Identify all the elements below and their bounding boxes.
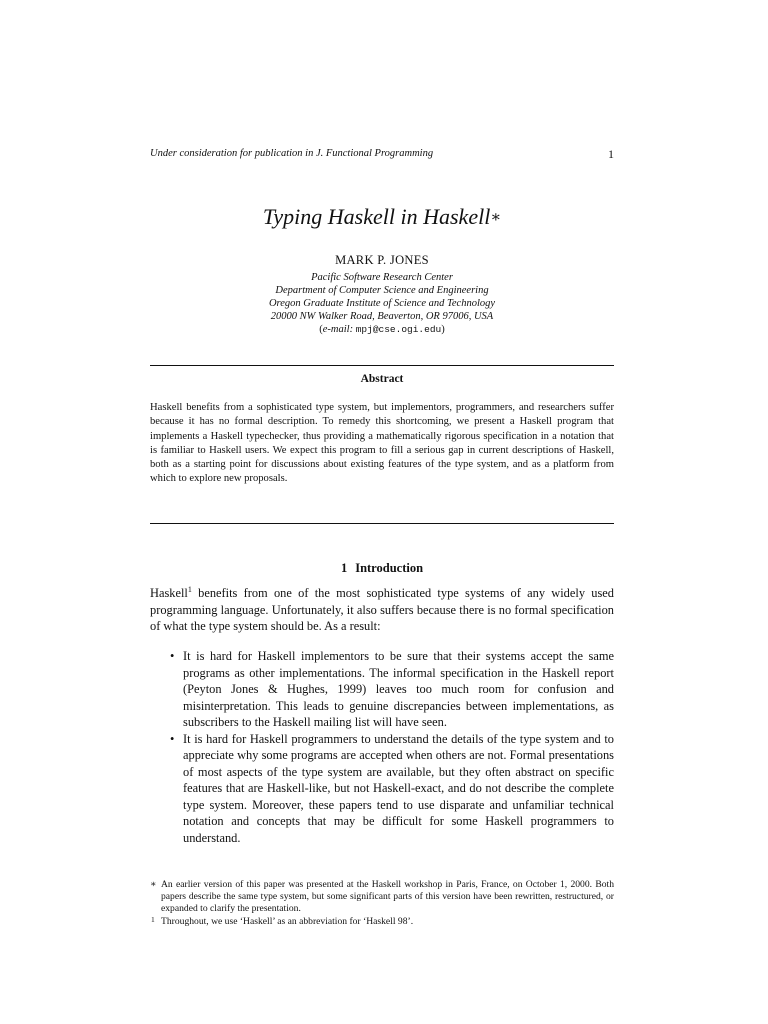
footnote-mark: ∗ [150, 879, 157, 890]
abstract-bottom-rule [150, 523, 614, 524]
affiliation-line: Pacific Software Research Center [311, 272, 453, 283]
paper-title [150, 204, 614, 230]
author-name: MARK P. JONES [335, 253, 429, 267]
footnote [150, 916, 614, 928]
bullet-icon: • [170, 731, 175, 746]
author-affiliation [150, 271, 614, 336]
section-title: Introduction [355, 561, 424, 575]
page-number: 1 [608, 147, 614, 161]
footnotes [150, 879, 614, 928]
list-item [150, 731, 614, 847]
running-head: Under consideration for publication in J. Functional Programming [150, 148, 434, 159]
abstract-top-rule [150, 365, 614, 366]
affiliation-line: Department of Computer Science and Engineering [275, 285, 489, 296]
section-number: 1 [340, 561, 348, 575]
footnote-text: An earlier version of this paper was presented at the Haskell workshop in Paris, France, on October 1, 2000. Both papers describe the same type system, but some significant parts of this version have been rewritten, restructured, or expanded to clarify the presentation. [161, 879, 614, 915]
affiliation-line: Oregon Graduate Institute of Science and Technology [268, 298, 496, 309]
email-address: mpj@cse.ogi.edu [355, 324, 442, 335]
intro-para-rest: benefits from one of the most sophisticated type systems of any widely used programming language. Unfortunately, it also suffers because there is no formal specification of what the type system should be. As a result: [150, 586, 614, 633]
footnote-mark: 1 [151, 914, 155, 924]
list-item-text: It is hard for Haskell implementors to be sure that their systems accept the same programs as other implementations. The informal specification in the Haskell report (Peyton Jones & Hughes, 1999) leaves too much room for confusion and misinterpretation. This leads to genuine discrepancies between implementations, as subscribers to the Haskell mailing list will have seen. [183, 649, 614, 729]
email-label: e-mail: [322, 324, 354, 335]
intro-paragraph [150, 585, 614, 635]
list-item [150, 648, 614, 731]
bullet-icon: • [170, 649, 175, 663]
abstract-text: Haskell benefits from a sophisticated type system, but implementors, programmers, and researchers suffer because it has no formal description. To remedy this shortcoming, we present a Haskell program that implements a Haskell typechecker, thus providing a mathematically rigorous specification in a notation that is familiar to Haskell users. We expect this program to fill a serious gap in current descriptions of Haskell, both as a starting point for discussions about existing features of the type system, and as a platform from which to explore new proposals. [150, 402, 614, 485]
footnote-ref: 1 [187, 584, 192, 594]
affiliation-line: 20000 NW Walker Road, Beaverton, OR 97006, USA [270, 311, 494, 322]
footnote-text: Throughout, we use ‘Haskell’ as an abbreviation for ‘Haskell 98’. [161, 915, 414, 927]
intro-bullet-list [150, 648, 614, 846]
email-line: (e-mail: mpj@cse.ogi.edu) [319, 324, 445, 335]
title-footnote-marker: ∗ [490, 209, 502, 226]
section-heading [150, 561, 614, 576]
list-item-text: It is hard for Haskell programmers to understand the details of the type system and to appreciate why some programs are accepted when others are not. Formal presentations of most aspects of the type system are available, but they often abstract on specific features that are Haskell-like, but not Haskell-exact, and do not describe the complete type system. Moreover, these papers tend to use disparate and unfamiliar technical notation and concepts that may be difficult for some Haskell programmers to understand. [183, 731, 614, 845]
footnote [150, 879, 614, 916]
paper-title-text: Typing Haskell in Haskell [262, 204, 491, 229]
abstract-heading: Abstract [360, 373, 404, 385]
intro-para-start: Haskell [150, 586, 188, 600]
